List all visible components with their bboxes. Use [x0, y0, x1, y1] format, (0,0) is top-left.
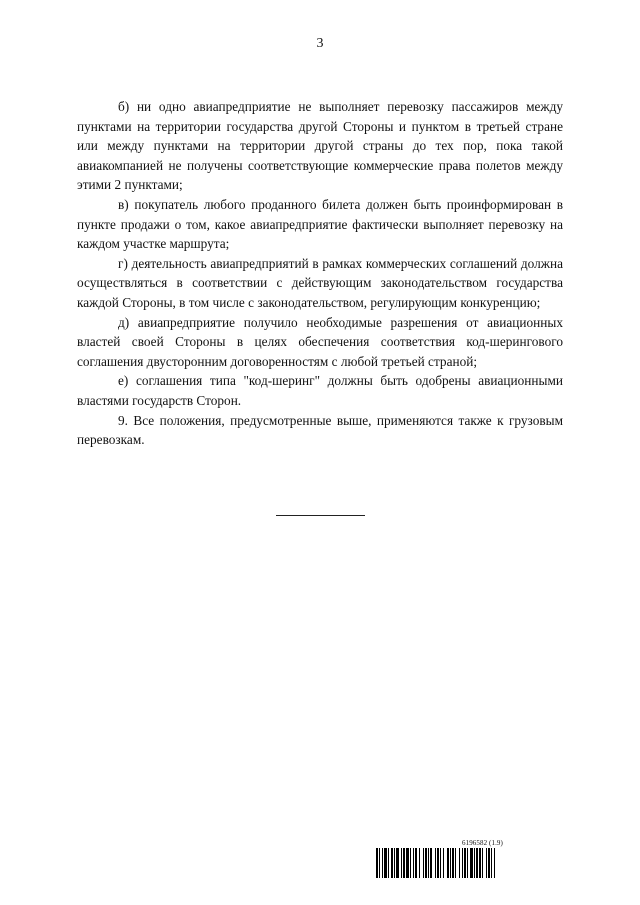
barcode [376, 848, 564, 878]
barcode-bar [376, 848, 378, 878]
barcode-bar [435, 848, 436, 878]
barcode-bar [462, 848, 463, 878]
barcode-bar [379, 848, 380, 878]
barcode-bar [401, 848, 402, 878]
barcode-bar [391, 848, 393, 878]
barcode-bar [403, 848, 405, 878]
paragraph-9: 9. Все положения, предусмотренные выше, применяются также к грузовым перевозкам. [77, 412, 563, 448]
barcode-bar [419, 848, 420, 878]
document-code: 6196582 (1.9) [462, 839, 503, 847]
barcode-bar [467, 848, 468, 878]
barcode-bar [479, 848, 481, 878]
barcode-bar [491, 848, 492, 878]
barcode-bar [437, 848, 439, 878]
barcode-bar [482, 848, 483, 878]
barcode-bar [388, 848, 389, 878]
separator-line [276, 515, 365, 516]
barcode-bar [425, 848, 427, 878]
paragraph-b: б) ни одно авиапредприятие не выполняет перевозку пассажиров между пунктами на территории государства другой Стороны и пунктом в третьей стране или между пунктами на территории другой страны до тех пор, пока такой авиакомпанией не получены соответствующие коммерческие права полетов между этими 2 пунктами; [77, 99, 563, 193]
barcode-bar [470, 848, 473, 878]
barcode-bar [413, 848, 414, 878]
barcode-bar [494, 848, 495, 878]
barcode-bar [428, 848, 429, 878]
barcode-bar [406, 848, 409, 878]
paragraph-g: г) деятельность авиапредприятий в рамках коммерческих соглашений должна осуществляться в соответствии с действующим законодательством государства каждой Стороны, в том числе с законодательством, регулирующим конкуренцию; [77, 255, 563, 310]
barcode-bar [459, 848, 460, 878]
page-number: 3 [316, 36, 324, 51]
barcode-bar [430, 848, 432, 878]
barcode-bar [440, 848, 441, 878]
barcode-bar [455, 848, 456, 878]
barcode-bar [452, 848, 454, 878]
barcode-bar [443, 848, 444, 878]
barcode-bar [384, 848, 387, 878]
barcode-bar [423, 848, 424, 878]
paragraph-e: е) соглашения типа "код-шеринг" должны быть одобрены авиационными властями государств Сторон. [77, 373, 563, 408]
barcode-bar [464, 848, 466, 878]
barcode-bar [488, 848, 490, 878]
paragraph-v: в) покупатель любого проданного билета должен быть проинформирован в пункте продажи о том, какое авиапредприятие фактически выполняет перевозку на каждом участке маршрута; [77, 196, 563, 252]
barcode-bar [396, 848, 399, 878]
barcode-bar [486, 848, 487, 878]
barcode-bar [450, 848, 451, 878]
barcode-bar [476, 848, 478, 878]
barcode-bar [410, 848, 411, 878]
barcode-bar [474, 848, 475, 878]
barcode-bar [394, 848, 395, 878]
barcode-bar [382, 848, 383, 878]
document-body [77, 97, 563, 450]
barcode-bar [447, 848, 449, 878]
paragraph-d: д) авиапредприятие получило необходимые разрешения от авиационных властей своей Стороны в целях обеспечения соответствия код-шерингового соглашения двусторонним договоренностям с любой третьей страной; [77, 314, 563, 369]
barcode-bar [415, 848, 417, 878]
